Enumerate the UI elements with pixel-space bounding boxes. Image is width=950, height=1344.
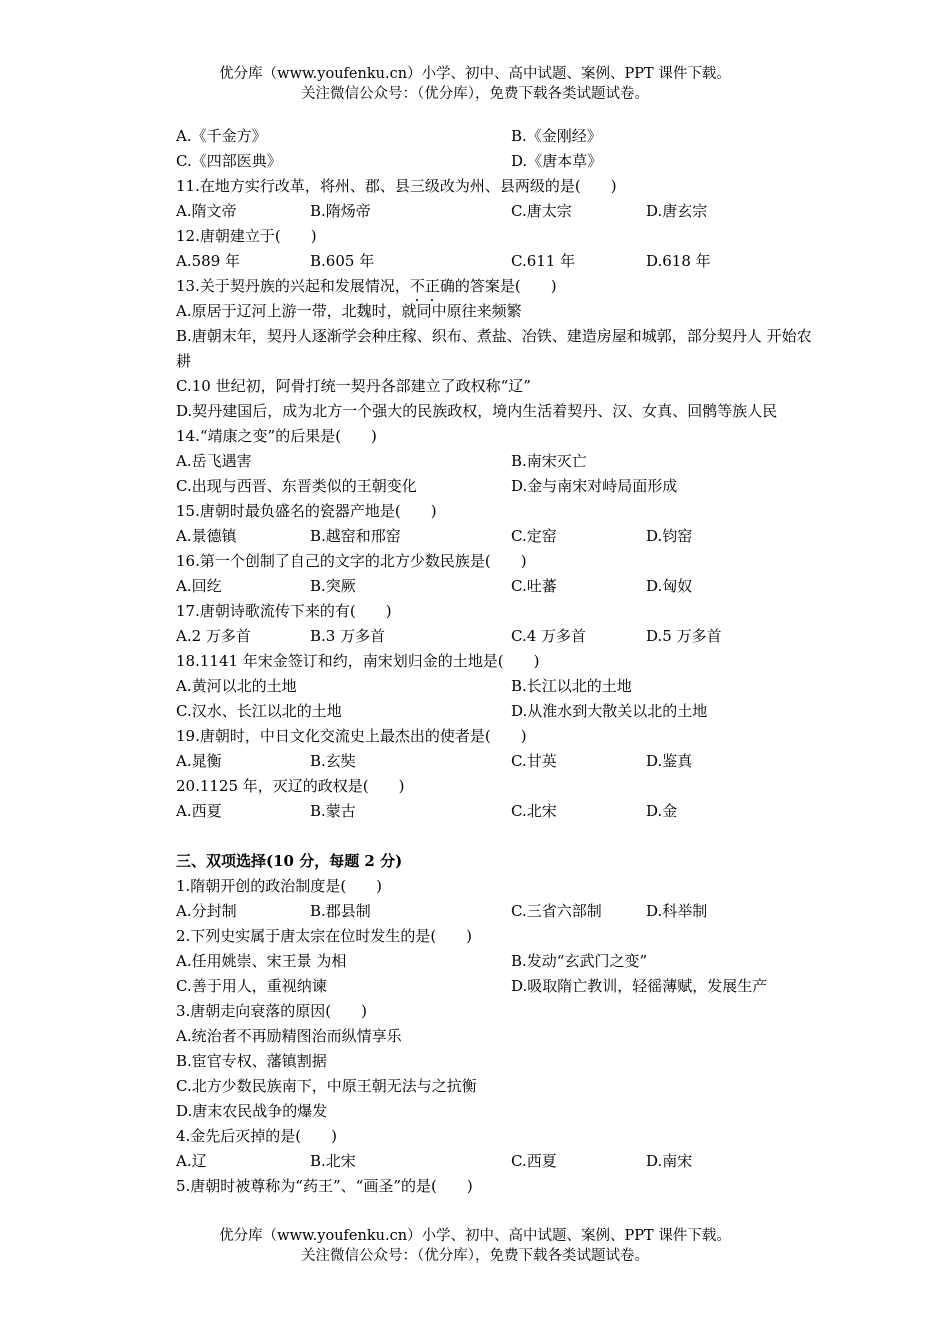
q18-stem: 18.1141 年宋金签订和约，南宋划归金的土地是( ) [176,652,540,670]
q14-options-row-1 [146,449,826,474]
q16-option-c: C.吐蕃 [511,577,557,595]
s3-option-c: C.北方少数民族南下，中原王朝无法与之抗衡 [176,1077,477,1095]
s4-stem: 4.金先后灭掉的是( ) [176,1127,338,1145]
q18-option-b: B.长江以北的土地 [511,677,632,695]
q17-options [146,624,826,649]
q14-option-d: D.金与南宋对峙局面形成 [511,477,678,495]
s1-option-d: D.科举制 [646,902,708,920]
s2-option-c: C.善于用人，重视纳谏 [176,977,327,995]
q20-stem: 20.1125 年，灭辽的政权是( ) [176,777,405,795]
q19-option-a: A.晁衡 [176,752,222,770]
q13-stem [146,274,826,299]
q10-options-row-1 [146,124,826,149]
q13-emphasis-1: 不 [410,274,425,299]
s2-option-a: A.任用姚崇、宋王景 为相 [176,952,347,970]
section-3-title: 三、双项选择(10 分，每题 2 分) [176,852,403,870]
q15-option-c: C.定窑 [511,527,557,545]
s2-option-d: D.吸取隋亡教训，轻徭薄赋，发展生产 [511,977,768,995]
s3-stem: 3.唐朝走向衰落的原因( ) [176,1002,368,1020]
q14-option-c: C.出现与西晋、东晋类似的王朝变化 [176,477,417,495]
q13-option-c: C.10 世纪初，阿骨打统一契丹各部建立了政权称“辽” [176,377,531,395]
q11-option-b: B.隋炀帝 [310,202,371,220]
footer-line-1: 优分库（www.youfenku.cn）小学、初中、高中试题、案例、PPT 课件下载。 [219,1228,731,1244]
q18-option-c: C.汉水、长江以北的土地 [176,702,342,720]
s1-option-a: A.分封制 [176,902,237,920]
q17-option-a: A.2 万多首 [176,627,251,645]
s1-option-c: C.三省六部制 [511,902,602,920]
q13-stem-pre: 13.关于契丹族的兴起和发展情况， [176,277,410,295]
s2-option-b: B.发动“玄武门之变” [511,952,648,970]
q14-option-b: B.南宋灭亡 [511,452,587,470]
q15-option-d: D.钧窑 [646,527,693,545]
q16-stem: 16.第一个创制了自己的文字的北方少数民族是( ) [176,552,527,570]
q17-option-d: D.5 万多首 [646,627,722,645]
q20-options [146,799,826,824]
q12-option-a: A.589 年 [176,252,240,270]
q11-option-d: D.唐玄宗 [646,202,708,220]
q19-option-b: B.玄奘 [310,752,356,770]
q16-option-d: D.匈奴 [646,577,693,595]
s4-option-b: B.北宋 [310,1152,356,1170]
s2-options-row-2 [146,974,826,999]
q19-option-d: D.鉴真 [646,752,693,770]
s4-option-d: D.南宋 [646,1152,693,1170]
q16-option-a: A.回纥 [176,577,222,595]
s1-option-b: B.郡县制 [310,902,371,920]
s3-option-a: A.统治者不再励精图治而纵情享乐 [176,1027,402,1045]
header-line-1: 优分库（www.youfenku.cn）小学、初中、高中试题、案例、PPT 课件下载。 [219,66,731,82]
q12-option-c: C.611 年 [511,252,576,270]
header-line-2: 关注微信公众号：（优分库），免费下载各类试题试卷。 [301,86,649,102]
q20-option-a: A.西夏 [176,802,222,820]
q10-option-d: D.《唐本草》 [511,152,603,170]
q15-option-b: B.越窑和邢窑 [310,527,401,545]
q12-stem: 12.唐朝建立于( ) [176,227,317,245]
q20-option-d: D.金 [646,802,678,820]
q10-option-b: B.《金刚经》 [511,127,602,145]
q11-option-c: C.唐太宗 [511,202,572,220]
page-footer [0,1226,950,1266]
q17-stem: 17.唐朝诗歌流传下来的有( ) [176,602,392,620]
q17-option-b: B.3 万多首 [310,627,386,645]
q15-option-a: A.景德镇 [176,527,237,545]
s5-stem: 5.唐朝时被尊称为“药王”、“画圣”的是( ) [176,1177,473,1195]
q10-option-c: C.《四部医典》 [176,152,282,170]
q16-options [146,574,826,599]
q18-options-row-1 [146,674,826,699]
q13-emphasis-2: 正 [425,274,440,299]
q16-option-b: B.突厥 [310,577,356,595]
q10-option-a: A.《千金方》 [176,127,267,145]
exam-content [146,124,826,1199]
s1-options [146,899,826,924]
q14-options-row-2 [146,474,826,499]
q11-options [146,199,826,224]
q11-stem: 11.在地方实行改革，将州、郡、县三级改为州、县两级的是( ) [176,177,617,195]
page-header [0,64,950,104]
s1-stem: 1.隋朝开创的政治制度是( ) [176,877,383,895]
q17-option-c: C.4 万多首 [511,627,587,645]
s4-options [146,1149,826,1174]
q20-option-c: C.北宋 [511,802,557,820]
q13-stem-post: 确的答案是( ) [439,277,557,295]
q20-option-b: B.蒙古 [310,802,356,820]
q18-option-a: A.黄河以北的土地 [176,677,297,695]
q18-option-d: D.从淮水到大散关以北的土地 [511,702,708,720]
q15-stem: 15.唐朝时最负盛名的瓷器产地是( ) [176,502,437,520]
q14-stem: 14.“靖康之变”的后果是( ) [176,427,377,445]
footer-line-2: 关注微信公众号：（优分库），免费下载各类试题试卷。 [301,1248,649,1264]
q12-options [146,249,826,274]
section-gap [146,824,826,849]
s3-option-d: D.唐末农民战争的爆发 [176,1102,328,1120]
q12-option-d: D.618 年 [646,252,711,270]
q19-options [146,749,826,774]
q12-option-b: B.605 年 [310,252,375,270]
q19-option-c: C.甘英 [511,752,557,770]
q13-option-b: B.唐朝末年，契丹人逐渐学会种庄稼、织布、煮盐、冶铁、建造房屋和城郭，部分契丹人 开始农耕 [176,327,812,370]
s4-option-a: A.辽 [176,1152,207,1170]
q15-options [146,524,826,549]
s2-stem: 2.下列史实属于唐太宗在位时发生的是( ) [176,927,473,945]
s2-options-row-1 [146,949,826,974]
s3-option-b: B.宦官专权、藩镇割据 [176,1052,327,1070]
q13-option-d: D.契丹建国后，成为北方一个强大的民族政权，境内生活着契丹、汉、女真、回鹘等族人民 [176,402,778,420]
q13-option-a: A.原居于辽河上游一带，北魏时，就同中原往来频繁 [176,302,522,320]
q18-options-row-2 [146,699,826,724]
q11-option-a: A.隋文帝 [176,202,237,220]
q19-stem: 19.唐朝时，中日文化交流史上最杰出的使者是( ) [176,727,527,745]
q10-options-row-2 [146,149,826,174]
q14-option-a: A.岳飞遇害 [176,452,252,470]
s4-option-c: C.西夏 [511,1152,557,1170]
